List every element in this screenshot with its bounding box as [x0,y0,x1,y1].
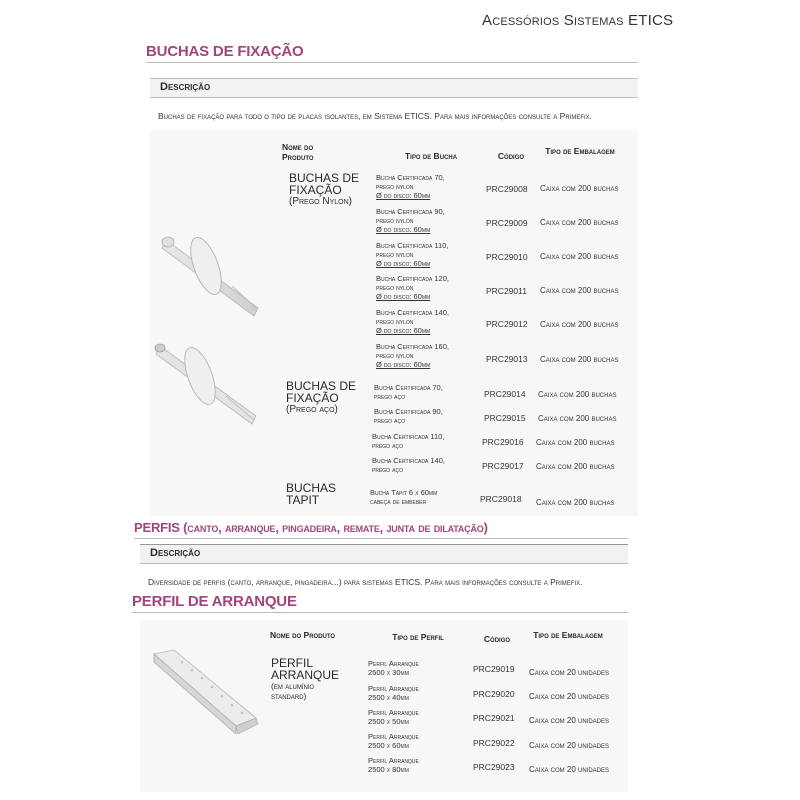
col-header-nome: Nome do Produto [282,142,314,162]
row-packaging: Caixa com 200 buchas [536,438,615,447]
row-code: PRC29009 [486,218,528,228]
row-packaging: Caixa com 200 buchas [540,184,619,193]
type-line: Bucha Certificada 110, [376,241,449,250]
row-type [372,432,444,450]
type-line: Bucha Certificada 160, [376,342,449,351]
type-line: prego aço [374,392,405,401]
row-code: PRC29023 [473,762,515,772]
row-packaging: Caixa com 200 buchas [540,252,619,261]
type-line: Bucha Certificada 110, [372,432,445,441]
row-type [368,756,419,774]
type-line: 2500 x 40mm [368,693,409,702]
row-type [376,241,448,268]
col-header-embalagem: Tipo de Embalagem [533,630,603,640]
type-line: prego nylon [376,216,414,225]
row-packaging: Caixa com 200 buchas [540,320,619,329]
row-code: PRC29012 [486,319,528,329]
type-line: Bucha Certificada 70, [376,173,445,182]
product-name-subtitle: (Prego Nylon) [289,196,353,207]
product-name-line: TAPIT [286,493,320,507]
row-type [368,659,419,677]
section-title-buchas: BUCHAS DE FIXAÇÃO [146,43,304,60]
type-line: prego aço [374,416,405,425]
row-type [370,488,437,506]
row-code: PRC29010 [486,252,528,262]
type-line: prego nylon [376,283,414,292]
product-name-subtitle: (Prego aço) [286,404,338,415]
row-packaging: Caixa com 200 buchas [536,498,615,507]
row-packaging: Caixa com 20 unidades [529,716,610,725]
type-line: Bucha Certificada 140, [376,308,449,317]
description-label: Descrição [160,81,211,93]
description-label: Descrição [150,547,201,559]
divider [134,538,628,539]
row-type [374,407,443,425]
type-line: Perfil Arranque [368,684,419,693]
type-line: prego aço [372,441,403,450]
type-line: Bucha Certificada 90, [376,207,445,216]
section-title-perfis: PERFIS (canto, arranque, pingadeira, remate, junta de dilatação) [134,520,488,535]
starter-profile-image [146,648,262,738]
row-code: PRC29018 [480,494,522,504]
type-line: prego nylon [376,317,414,326]
row-packaging: Caixa com 20 unidades [529,741,610,750]
row-packaging: Caixa com 200 buchas [538,390,617,399]
anchor-nylon-image [158,228,274,328]
row-packaging: Caixa com 200 buchas [538,414,617,423]
divider [132,612,628,613]
row-code: PRC29008 [486,184,528,194]
type-line: 2500 x 50mm [368,717,409,726]
product-name-line: PERFIL [271,656,314,670]
type-line: Perfil Arranque [368,732,419,741]
row-packaging: Caixa com 200 buchas [540,355,619,364]
product-name-nylon [289,172,359,208]
type-line: cabeça de embeber [370,497,427,506]
type-line: Ø do disco: 60mm [376,225,431,234]
anchor-steel-image [150,338,270,438]
row-code: PRC29022 [473,738,515,748]
type-line: 2500 x 30mm [368,668,409,677]
type-line: Bucha Certificada 90, [374,407,443,416]
product-name-line: FIXAÇÃO [289,183,342,197]
description-text: Diversidade de perfis (canto, arranque, pingadeira...) para sistemas ETICS. Para mais informações consulte a Primefix. [148,577,583,587]
description-bar [140,544,628,564]
product-name-line: BUCHAS [286,481,337,495]
row-type [372,456,445,474]
row-type [376,274,449,301]
row-type [376,342,449,369]
col-header-codigo: Código [497,151,525,161]
divider [146,62,638,63]
product-name-steel [286,380,356,416]
type-line: 2500 x 80mm [368,765,409,774]
row-packaging: Caixa com 20 unidades [529,692,610,701]
type-line: Ø do disco: 60mm [376,326,431,335]
product-name-line: BUCHAS DE [286,379,357,393]
product-name-arranque [271,657,339,701]
type-line: Perfil Arranque [368,659,419,668]
product-name-line: ARRANQUE [271,668,340,682]
col-header-tipo: Tipo de Perfil [392,632,444,642]
type-line: Ø do disco: 60mm [376,292,431,301]
row-type [376,308,449,335]
row-code: PRC29013 [486,354,528,364]
product-name-subtitle: standard) [271,691,307,701]
row-type [368,708,419,726]
type-line: prego nylon [376,351,414,360]
description-bar [150,78,638,98]
row-packaging: Caixa com 20 unidades [529,765,610,774]
row-packaging: Caixa com 20 unidades [529,668,610,677]
row-code: PRC29011 [486,286,527,296]
type-line: Perfil Arranque [368,756,419,765]
type-line: Bucha Certificada 120, [376,274,449,283]
product-name-subtitle: (em alumínio [271,681,315,691]
type-line: Ø do disco: 60mm [376,259,431,268]
row-code: PRC29020 [473,689,515,699]
row-code: PRC29015 [484,413,526,423]
row-type [376,207,445,234]
type-line: prego aço [372,465,403,474]
row-packaging: Caixa com 200 buchas [540,218,619,227]
product-name-line: BUCHAS DE [289,171,360,185]
description-text: Buchas de fixação para todo o tipo de placas isolantes, em Sistema ETICS. Para mais informações consulte a Primefix. [158,111,593,121]
type-line: Ø do disco: 60mm [376,360,431,369]
page-header-title: Acessórios Sistemas ETICS [482,12,674,29]
type-line: 2500 x 60mm [368,741,409,750]
col-header-tipo: Tipo de Bucha [404,151,458,161]
row-type [368,732,419,750]
type-line: prego nylon [376,182,414,191]
row-type [368,684,419,702]
row-packaging: Caixa com 200 buchas [536,462,615,471]
type-line: Bucha Tapit 6 x 60mm [370,488,438,497]
col-header-embalagem: Tipo de Embalagem [545,146,615,156]
row-code: PRC29014 [484,389,526,399]
row-code: PRC29017 [482,461,524,471]
product-name-line: FIXAÇÃO [286,391,339,405]
type-line: Ø do disco: 60mm [376,191,431,200]
type-line: Bucha Certificada 140, [372,456,445,465]
row-type [374,383,443,401]
row-type [376,173,445,200]
type-line: Bucha Certificada 70, [374,383,443,392]
type-line: Perfil Arranque [368,708,419,717]
row-code: PRC29019 [473,664,515,674]
type-line: prego nylon [376,250,414,259]
col-header-nome: Nome do Produto [270,630,336,640]
product-name-tapit [286,482,336,506]
row-code: PRC29016 [482,437,524,447]
section-title-arranque: PERFIL DE ARRANQUE [132,593,297,610]
row-code: PRC29021 [473,713,515,723]
col-header-codigo: Código [483,634,511,644]
row-packaging: Caixa com 200 buchas [540,286,619,295]
